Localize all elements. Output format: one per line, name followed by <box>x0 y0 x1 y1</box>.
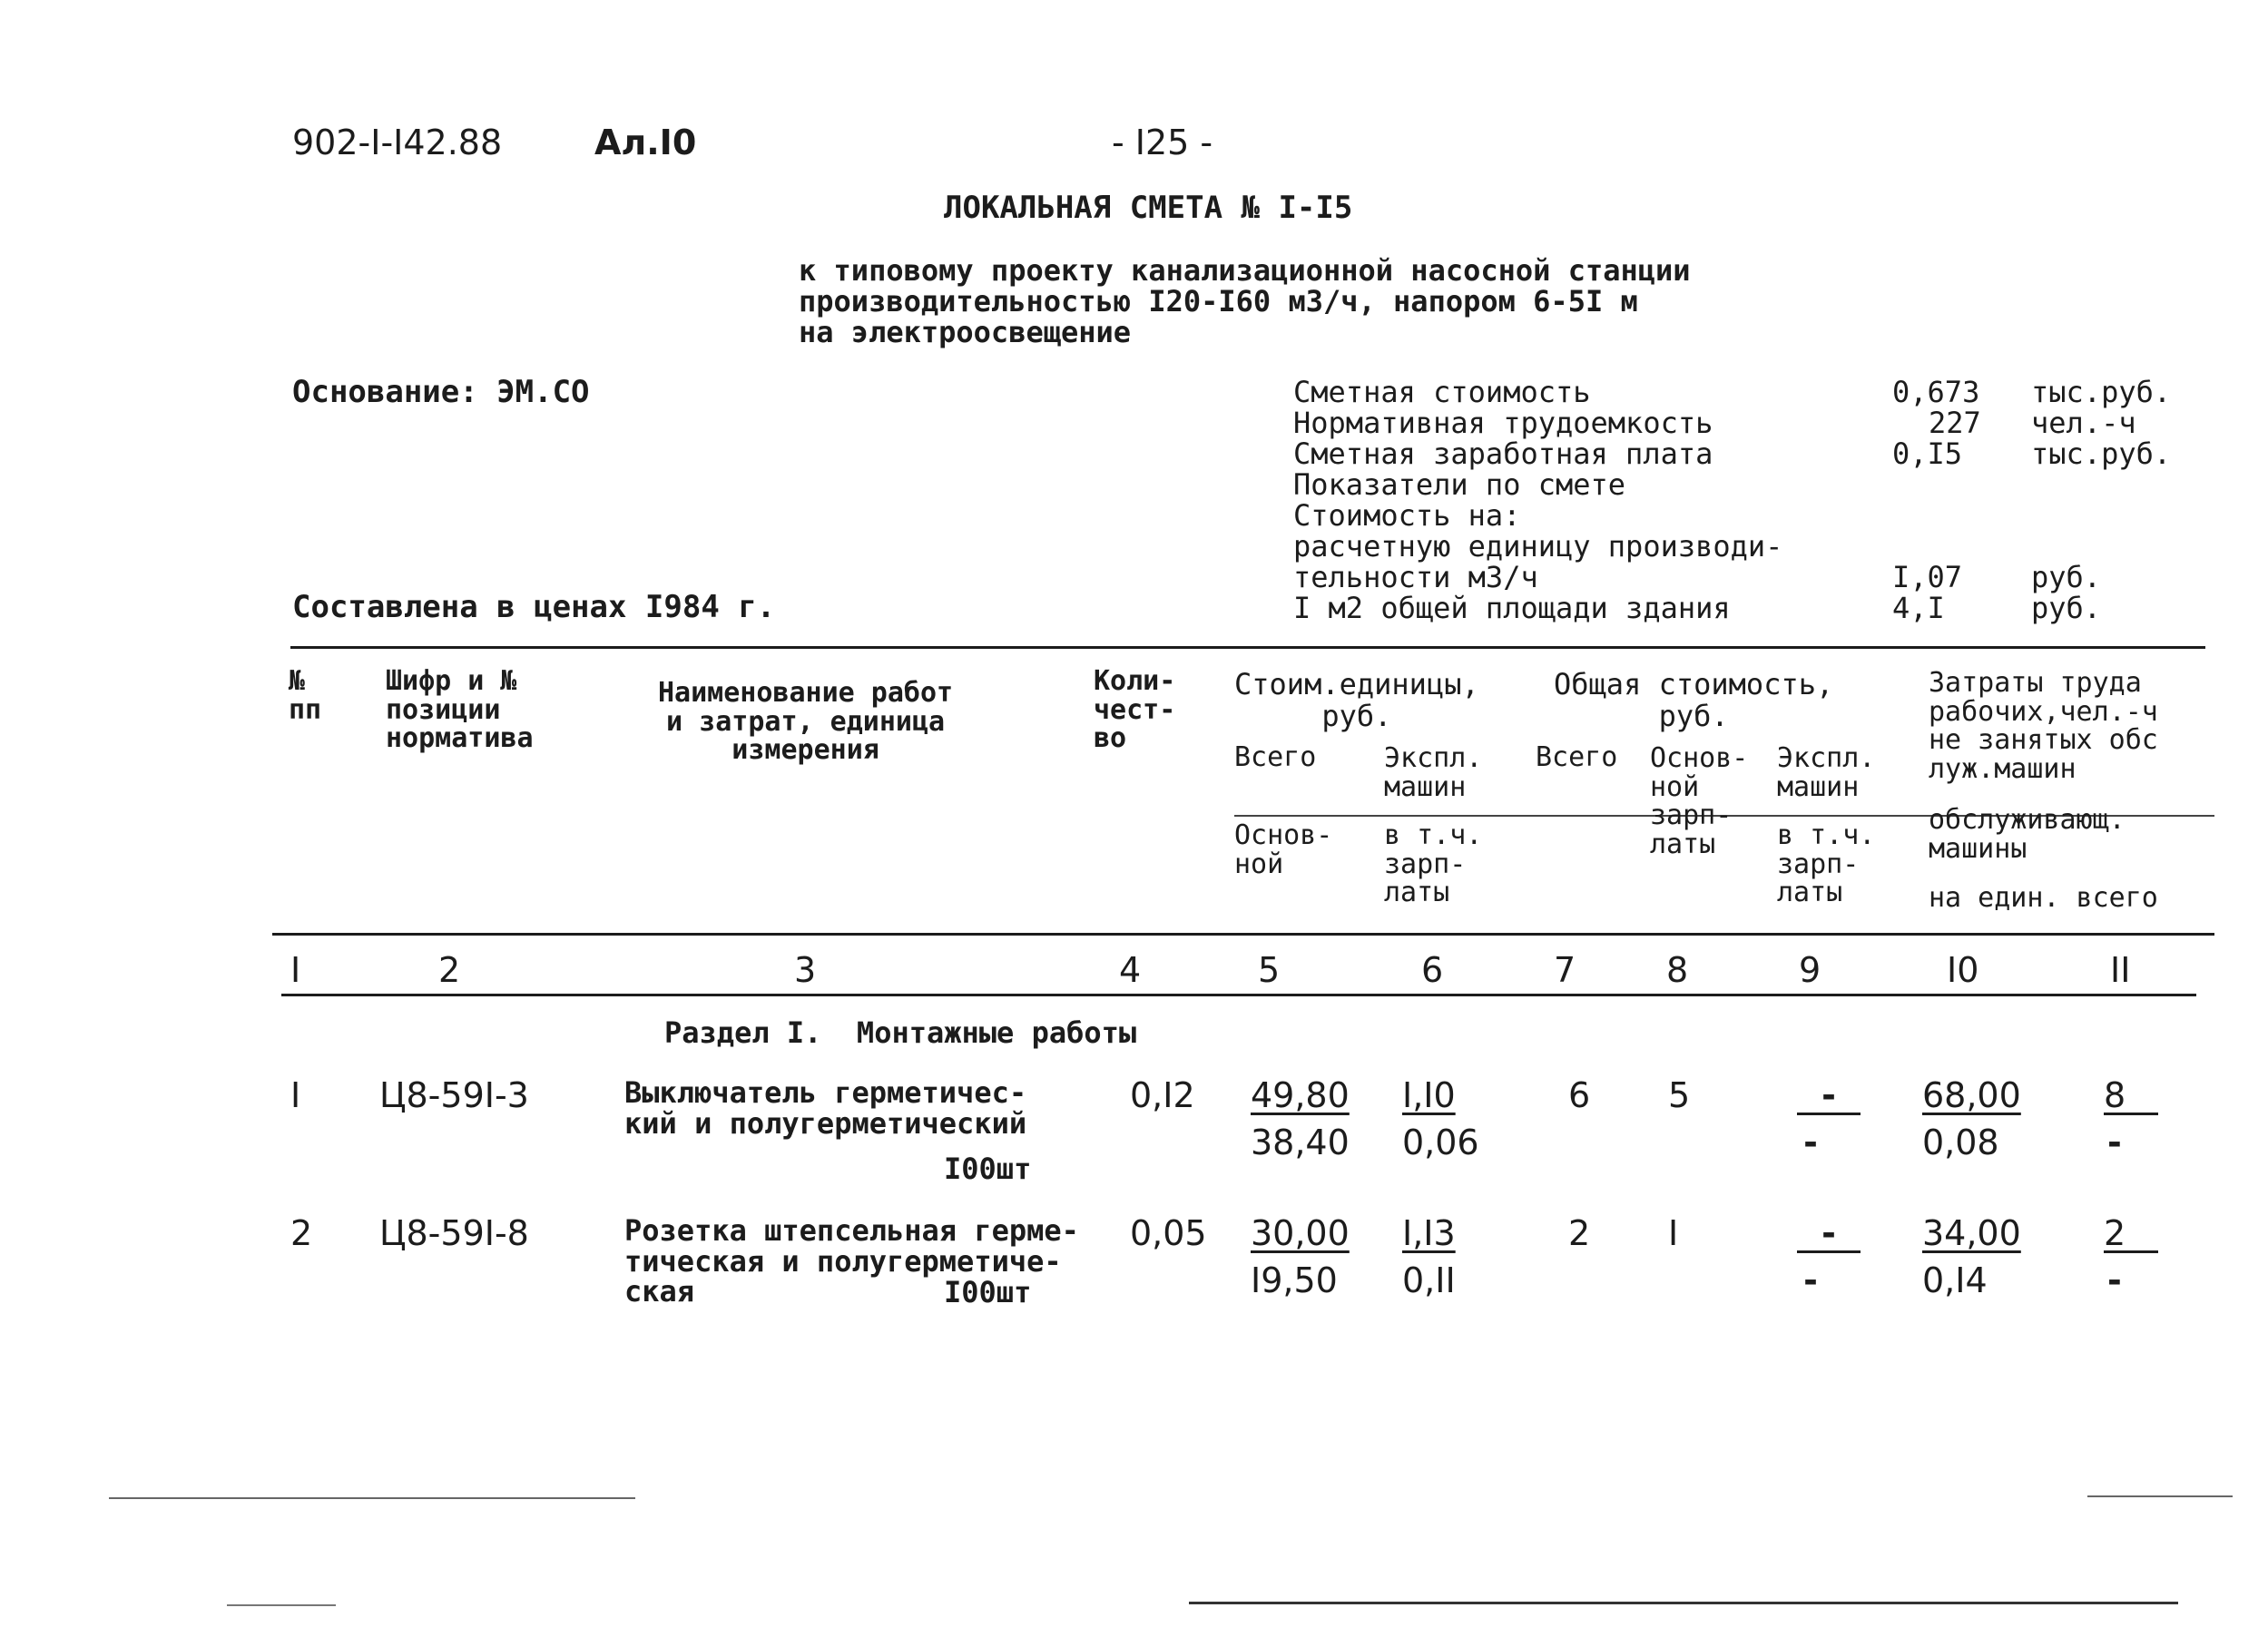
column-number: 4 <box>1119 950 1142 990</box>
row-quantity: 0,05 <box>1130 1213 1207 1253</box>
row-labor-unit-serving: 0,I4 <box>1922 1260 1988 1300</box>
unit-cost-basic-header: Основ- ной <box>1234 819 1333 880</box>
column-number: 9 <box>1799 950 1821 990</box>
column-numbers-rule <box>281 994 2196 996</box>
scan-artifact-line <box>109 1497 635 1499</box>
row-name: Розетка штепсельная герме- тическая и полугерметиче- ская <box>624 1213 1079 1309</box>
summary-label: тельности м3/ч <box>1293 560 1538 594</box>
total-cost-total-header: Всего <box>1536 741 1618 773</box>
row-total: 2 <box>1568 1213 1591 1253</box>
column-number: 2 <box>438 950 461 990</box>
table-top-rule <box>290 646 2205 649</box>
row-labor-unit-serving: 0,08 <box>1922 1123 1999 1162</box>
subtitle-line: производительностью I20-I60 м3/ч, напором 6-5I м <box>799 284 1638 319</box>
summary-value: 4,I <box>1892 591 1945 625</box>
row-unit: I00шт <box>944 1275 1032 1309</box>
row-number: 2 <box>290 1213 313 1253</box>
row-name: Выключатель герметичес- кий и полугерметический <box>624 1075 1027 1141</box>
row-labor-total: 8 <box>2104 1078 2158 1115</box>
summary-label: расчетную единицу производи- <box>1293 529 1783 564</box>
summary-label: Сметная заработная плата <box>1293 436 1713 471</box>
total-cost-wage-header: Основ- ной зарп- латы <box>1650 742 1749 860</box>
row-unit-machines: I,I3 <box>1402 1213 1456 1253</box>
col-name-header: Наименование работ и затрат, единица измерения <box>658 677 954 766</box>
summary-value: 0,I5 <box>1892 436 1963 471</box>
column-number: 6 <box>1421 950 1444 990</box>
summary-unit: чел.-ч <box>2031 406 2136 440</box>
labor-group-header: Затраты труда рабочих,чел.-ч не занятых обс луж.машин <box>1929 667 2158 785</box>
document-code: 902-I-I42.88 <box>292 123 503 162</box>
labor-per-unit-total-header: на един. всего <box>1929 882 2158 914</box>
unit-cost-wage-header: в т.ч. зарп- латы <box>1384 819 1483 908</box>
row-unit-machines-wage: 0,II <box>1402 1260 1456 1300</box>
row-total-wage: I <box>1668 1213 1679 1253</box>
labor-serving-header: обслуживающ. машины <box>1929 804 2126 865</box>
summary-label: Нормативная трудоемкость <box>1293 406 1713 440</box>
column-number: 3 <box>794 950 817 990</box>
row-total-wage: 5 <box>1668 1075 1691 1115</box>
col-code-header: Шифр и № позиции норматива <box>386 665 534 754</box>
row-labor-total: 2 <box>2104 1216 2158 1253</box>
total-cost-group-header: Общая стоимость, руб. <box>1554 667 1834 734</box>
section-title: Раздел I. Монтажные работы <box>664 1015 1137 1050</box>
page-number: - I25 - <box>1112 123 1213 162</box>
column-number: 8 <box>1666 950 1689 990</box>
summary-label: I м2 общей площади здания <box>1293 591 1731 625</box>
total-cost-machines-wage-header: в т.ч. зарп- латы <box>1777 819 1876 908</box>
row-total-machines-wage: - <box>1803 1260 1818 1300</box>
column-number: 7 <box>1554 950 1576 990</box>
basis-label: Основание: ЭМ.СО <box>292 374 590 410</box>
album-number: Ал.I0 <box>594 123 697 162</box>
row-labor-total-serving: - <box>2107 1260 2122 1300</box>
column-number: II <box>2110 950 2131 990</box>
row-labor-total-serving: - <box>2107 1123 2122 1162</box>
subtitle-line: на электроосвещение <box>799 315 1132 349</box>
summary-value: 0,673 <box>1892 375 1980 409</box>
unit-cost-total-header: Всего <box>1234 741 1317 773</box>
summary-unit: руб. <box>2031 560 2102 594</box>
row-unit-total: 49,80 <box>1251 1075 1350 1115</box>
row-labor-unit: 34,00 <box>1922 1213 2021 1253</box>
document-title: ЛОКАЛЬНАЯ СМЕТА № I-I5 <box>944 190 1353 226</box>
row-unit-basic: I9,50 <box>1251 1260 1338 1300</box>
row-code: Ц8-59I-8 <box>379 1213 529 1253</box>
summary-value: I,07 <box>1892 560 1963 594</box>
column-number: I <box>290 950 301 990</box>
row-unit-basic: 38,40 <box>1251 1123 1350 1162</box>
col-qty-header: Коли- чест- во <box>1094 665 1176 754</box>
row-unit-total: 30,00 <box>1251 1213 1350 1253</box>
row-unit-machines-wage: 0,06 <box>1402 1123 1479 1162</box>
scan-artifact-line <box>227 1604 336 1606</box>
subtitle-line: к типовому проекту канализационной насосной станции <box>799 253 1691 288</box>
row-quantity: 0,I2 <box>1130 1075 1195 1115</box>
column-number: I0 <box>1947 950 1979 990</box>
summary-label: Сметная стоимость <box>1293 375 1591 409</box>
summary-unit: руб. <box>2031 591 2102 625</box>
col-number-header: № пп <box>289 665 322 726</box>
scan-artifact-line <box>1189 1602 2178 1604</box>
summary-unit: тыс.руб. <box>2031 375 2172 409</box>
row-total-machines: - <box>1797 1078 1861 1115</box>
scan-artifact-line <box>2087 1495 2233 1497</box>
summary-unit: тыс.руб. <box>2031 436 2172 471</box>
summary-label: Показатели по смете <box>1293 467 1626 502</box>
column-number: 5 <box>1258 950 1281 990</box>
row-unit: I00шт <box>944 1152 1032 1186</box>
prices-note: Составлена в ценах I984 г. <box>292 589 776 625</box>
row-labor-unit: 68,00 <box>1922 1075 2021 1115</box>
row-total: 6 <box>1568 1075 1591 1115</box>
row-number: I <box>290 1075 301 1115</box>
unit-cost-group-header: Стоим.единицы, руб. <box>1234 667 1479 734</box>
summary-value: 227 <box>1929 406 1981 440</box>
summary-label: Стоимость на: <box>1293 498 1521 533</box>
header-bottom-rule <box>272 933 2214 936</box>
row-unit-machines: I,I0 <box>1402 1075 1456 1115</box>
row-total-machines: - <box>1797 1216 1861 1253</box>
row-code: Ц8-59I-3 <box>379 1075 529 1115</box>
row-total-machines-wage: - <box>1803 1123 1818 1162</box>
unit-cost-machines-header: Экспл. машин <box>1384 742 1483 803</box>
total-cost-machines-header: Экспл. машин <box>1777 742 1876 803</box>
